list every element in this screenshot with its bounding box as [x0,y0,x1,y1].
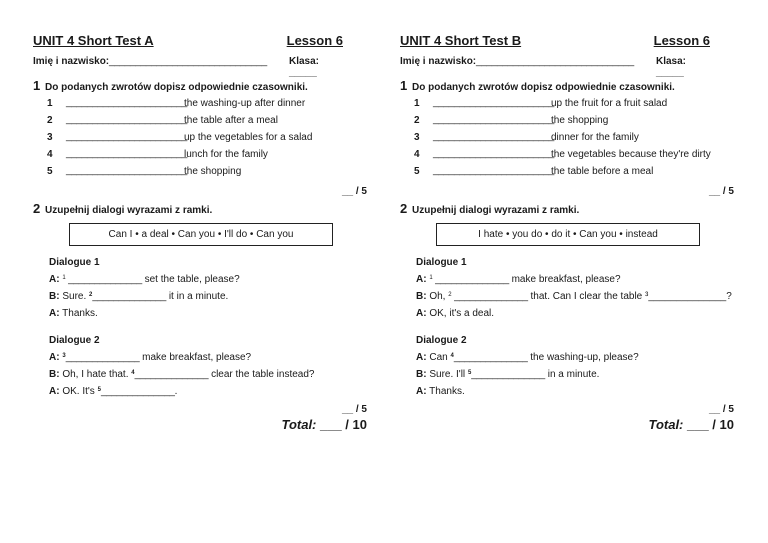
test-sheet-a [33,0,369,543]
dialogue-line: B: Sure. $^2$______________ it in a minute. [49,291,229,302]
total-value: ___ / 10 [316,417,367,432]
answer-blank[interactable]: _______________________ [433,165,555,176]
name-row [400,56,716,78]
lesson-title: Lesson 6 [286,33,343,48]
list-item [47,115,367,132]
item-text: the shopping [184,166,242,177]
item-text: the shopping [551,115,609,126]
name-row [33,56,349,78]
dialogue-line: A: Can $^4$______________ the washing-up, please? [416,352,639,363]
task-number: 1 [400,78,408,93]
answer-blank[interactable]: _______________________ [66,148,188,159]
answer-blank[interactable]: _______________________ [66,97,188,108]
answer-blank[interactable]: _______________________ [433,97,555,108]
list-item [414,115,734,132]
class-field[interactable]: Klasa: _____ [656,56,687,78]
word-box: Can I • a deal • Can you • I'll do • Can you [69,223,333,246]
task-2-score: __ / 5 [341,404,367,415]
dialogue-line: A: Thanks. [416,386,465,397]
answer-blank[interactable]: ______________ [92,291,167,302]
answer-blank[interactable]: ______________ [471,369,545,380]
list-item [47,149,367,166]
item-text: dinner for the family [551,132,639,143]
answer-blank[interactable]: ______________ [65,274,142,285]
list-item [414,149,734,166]
test-sheet-b [400,0,736,543]
task-instruction: Uzupełnij dialogi wyrazami z ramki. [45,205,213,216]
item-number: 5 [414,166,420,177]
total-value: ___ / 10 [683,417,734,432]
dialogue-line: B: Oh, $^2$ ______________ that. Can I clear the table ³______________? [416,291,732,302]
unit-title: UNIT 4 Short Test A [33,33,154,48]
dialogue-line: B: Oh, I hate that. $^4$______________ clear the table instead? [49,369,315,380]
task-1-heading [33,78,308,93]
name-label: Imię i nazwisko: [33,56,110,67]
answer-blank[interactable]: ______________ [453,352,528,363]
item-number: 1 [414,98,420,109]
dialogue-line: A: Thanks. [49,308,98,319]
answer-blank[interactable]: ______________ [451,291,528,302]
task-number: 2 [400,201,408,216]
task-1-score: __ / 5 [341,186,367,197]
task-instruction: Do podanych zwrotów dopisz odpowiednie czasowniki. [45,82,308,93]
task-number: 1 [33,78,41,93]
unit-title: UNIT 4 Short Test B [400,33,522,48]
list-item [47,132,367,149]
item-text: the table before a meal [551,166,654,177]
item-number: 3 [47,132,53,143]
answer-blank[interactable]: _______________________ [433,131,555,142]
task-instruction: Uzupełnij dialogi wyrazami z ramki. [412,205,580,216]
item-text: the vegetables because they're dirty [551,149,711,160]
dialogue-1-title: Dialogue 1 [49,257,100,268]
task-2-heading [400,201,579,216]
item-text: the table after a meal [184,115,278,126]
answer-blank[interactable]: ______________ [65,352,140,363]
list-item [414,166,734,183]
total-label: Total: [648,417,684,432]
list-item [47,166,367,183]
answer-blank[interactable]: _______________________ [66,165,188,176]
item-number: 5 [47,166,53,177]
class-field[interactable]: Klasa: _____ [289,56,320,78]
list-item [414,132,734,149]
word-box: I hate • you do • do it • Can you • instead [436,223,700,246]
item-number: 4 [414,149,420,160]
total-score [281,417,367,432]
dialogue-line: A: OK. It's $^5$______________. [49,386,178,397]
item-number: 1 [47,98,53,109]
name-label: Imię i nazwisko: [400,56,477,67]
dialogue-line: B: Sure. I'll $^5$______________ in a minute. [416,369,600,380]
answer-blank[interactable]: ______________ [432,274,509,285]
answer-blank[interactable]: ______________ [134,369,209,380]
task-1-score: __ / 5 [708,186,734,197]
answer-blank[interactable]: _______________________ [433,148,555,159]
task-1-items [47,98,367,183]
dialogue-2-title: Dialogue 2 [49,335,100,346]
dialogue-line: A: $^3$______________ make breakfast, please? [49,352,252,363]
sheet-header [33,33,343,49]
item-text: up the vegetables for a salad [184,132,313,143]
name-field[interactable]: ______________________________ [476,56,634,67]
item-number: 3 [414,132,420,143]
total-label: Total: [281,417,317,432]
task-2-score: __ / 5 [708,404,734,415]
dialogue-line: A: $^1$ ______________ make breakfast, please? [416,274,621,285]
sheet-header [400,33,710,49]
dialogue-line: A: $^1$ ______________ set the table, please? [49,274,240,285]
task-number: 2 [33,201,41,216]
item-text: up the fruit for a fruit salad [551,98,668,109]
list-item [414,98,734,115]
item-text: the washing-up after dinner [184,98,306,109]
dialogue-line: A: OK, it's a deal. [416,308,495,319]
total-score [648,417,734,432]
item-number: 2 [47,115,53,126]
answer-blank[interactable]: _______________________ [66,114,188,125]
item-number: 2 [414,115,420,126]
task-2-heading [33,201,212,216]
name-field[interactable]: ______________________________ [109,56,267,67]
lesson-title: Lesson 6 [653,33,710,48]
task-instruction: Do podanych zwrotów dopisz odpowiednie czasowniki. [412,82,675,93]
dialogue-2-title: Dialogue 2 [416,335,467,346]
task-1-heading [400,78,675,93]
item-number: 4 [47,149,53,160]
answer-blank[interactable]: _______________________ [433,114,555,125]
task-1-items [414,98,734,183]
item-text: lunch for the family [184,149,268,160]
answer-blank[interactable]: ______________ [100,386,175,397]
answer-blank[interactable]: _______________________ [66,131,188,142]
list-item [47,98,367,115]
dialogue-1-title: Dialogue 1 [416,257,467,268]
